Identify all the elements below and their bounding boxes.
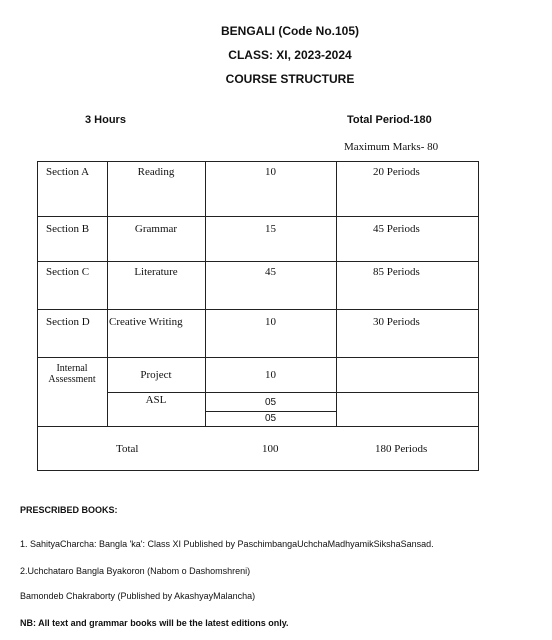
table-row-marks: 45 [265, 266, 276, 278]
table-row-section: Section A [46, 166, 90, 178]
total-label: Total [116, 443, 139, 455]
table-row-topic: Literature [134, 266, 178, 278]
book-item: 1. SahityaCharcha: Bangla 'ka': Class XI Published by PaschimbangaUchchaMadhyamikSikshaSansad. [20, 539, 434, 549]
table-row-marks: 10 [265, 166, 276, 178]
course-structure-heading: COURSE STRUCTURE [225, 72, 355, 86]
asl-marks: 05 [265, 397, 277, 408]
duration-label: 3 Hours [85, 114, 126, 126]
internal-assessment-label: Internal Assessment [48, 363, 96, 385]
table-row-marks: 15 [265, 223, 276, 235]
project-marks: 10 [265, 369, 276, 381]
table-row-section: Section C [46, 266, 90, 278]
table-row-section: Section B [46, 223, 90, 235]
total-periods: 180 Periods [375, 443, 428, 455]
asl-marks: 05 [265, 413, 277, 424]
table-row-periods: 45 Periods [373, 223, 420, 235]
max-marks-label: Maximum Marks- 80 [344, 141, 439, 153]
table-row-topic: Reading [137, 166, 175, 178]
table-row-marks: 10 [265, 316, 276, 328]
project-label: Project [140, 369, 172, 381]
book-item: Bamondeb Chakraborty (Published by AkashyayMalancha) [20, 591, 256, 601]
edition-note: NB: All text and grammar books will be the latest editions only. [20, 618, 289, 628]
total-period-label: Total Period-180 [347, 114, 432, 126]
table-row-periods: 85 Periods [373, 266, 420, 278]
books-heading: PRESCRIBED BOOKS: [20, 505, 118, 515]
table-row-topic: Grammar [134, 223, 178, 235]
table-row-topic: Creative Writing [109, 316, 183, 328]
table-row-periods: 20 Periods [373, 166, 420, 178]
doc-title: BENGALI (Code No.105) [220, 24, 359, 38]
book-item: 2.Uchchataro Bangla Byakoron (Nabom o Dashomshreni) [20, 566, 251, 576]
table-row-periods: 30 Periods [373, 316, 420, 328]
total-marks: 100 [262, 443, 279, 455]
table-row-section: Section D [46, 316, 90, 328]
class-line: CLASS: XI, 2023-2024 [228, 48, 352, 62]
asl-label: ASL [145, 394, 167, 406]
